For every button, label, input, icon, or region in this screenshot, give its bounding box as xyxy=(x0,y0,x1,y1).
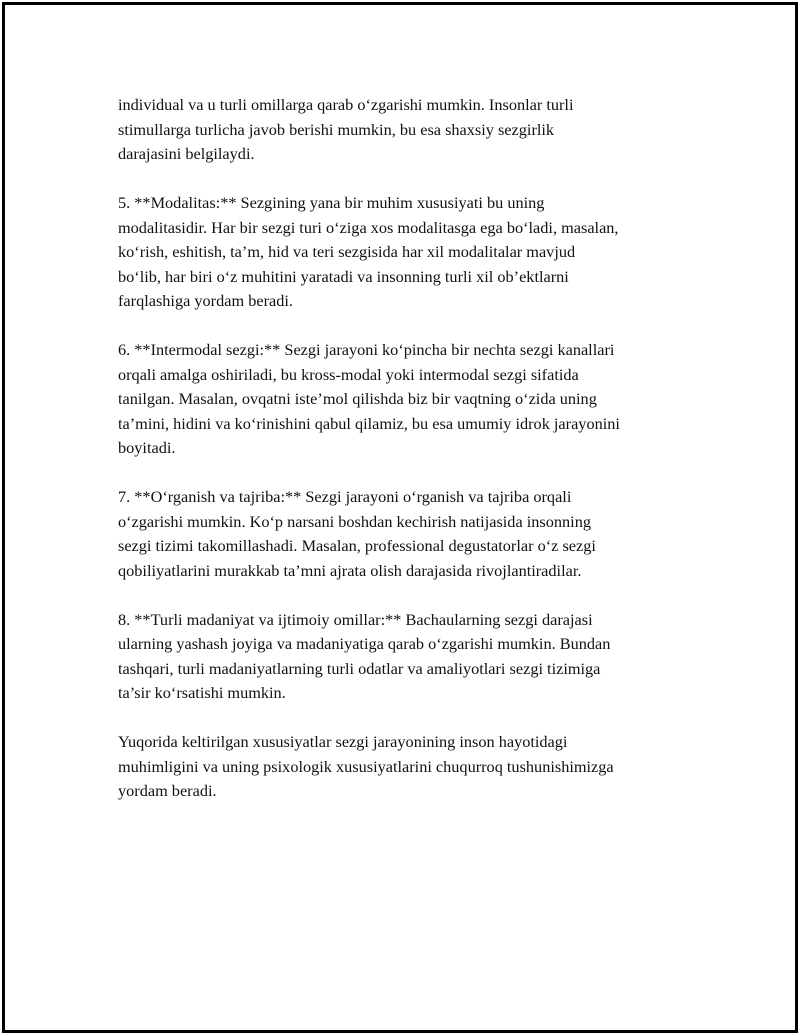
paragraph-continuation: individual va u turli omillarga qarab o‘zgarishi mumkin. Insonlar turli stimullarga turlicha javob berishi mumkin, bu esa shaxsiy sezgirlik darajasini belgilaydi. xyxy=(118,95,574,163)
paragraph-organish-va-tajriba: 7. **O‘rganish va tajriba:** Sezgi jarayoni o‘rganish va tajriba orqali o‘zgarishi mumkin. Ko‘p narsani boshdan kechirish natijasida insonning sezgi tizimi takomillashadi. Masalan, professional degustatorlar o‘z sezgi qobiliyatlarini murakkab ta’mni ajrata olish darajasida rivojlantiradilar. xyxy=(118,487,596,580)
document-body xyxy=(118,93,698,828)
paragraph-modalitas: 5. **Modalitas:** Sezgining yana bir muhim xususiyati bu uning modalitasidir. Har bir sezgi turi o‘ziga xos modalitasga ega bo‘ladi, masalan, ko‘rish, eshitish, ta’m, hid va teri sezgisida har xil modalitalar mavjud bo‘lib, har biri o‘z muhitini yaratadi va insonning turli xil ob’ektlarni farqlashiga yordam beradi. xyxy=(118,193,619,310)
paragraph-madaniyat-omillar: 8. **Turli madaniyat va ijtimoiy omillar:** Bachaularning sezgi darajasi ularning yashash joyiga va madaniyatiga qarab o‘zgarishi mumkin. Bundan tashqari, turli madaniyatlarning turli odatlar va amaliyotlari sezgi tizimiga ta’sir ko‘rsatishi mumkin. xyxy=(118,609,611,702)
paragraph-intermodal-sezgi: 6. **Intermodal sezgi:** Sezgi jarayoni ko‘pincha bir nechta sezgi kanallari orqali amalga oshiriladi, bu kross-modal yoki intermodal sezgi sifatida tanilgan. Masalan, ovqatni iste’mol qilishda biz bir vaqtning o‘zida uning ta’mini, hidini va ko‘rinishini qabul qilamiz, bu esa umumiy idrok jarayonini boyitadi. xyxy=(118,340,620,457)
paragraph-conclusion: Yuqorida keltirilgan xususiyatlar sezgi jarayonining inson hayotidagi muhimligini va uning psixologik xususiyatlarini chuqurroq tushunishimizga yordam beradi. xyxy=(118,732,614,800)
